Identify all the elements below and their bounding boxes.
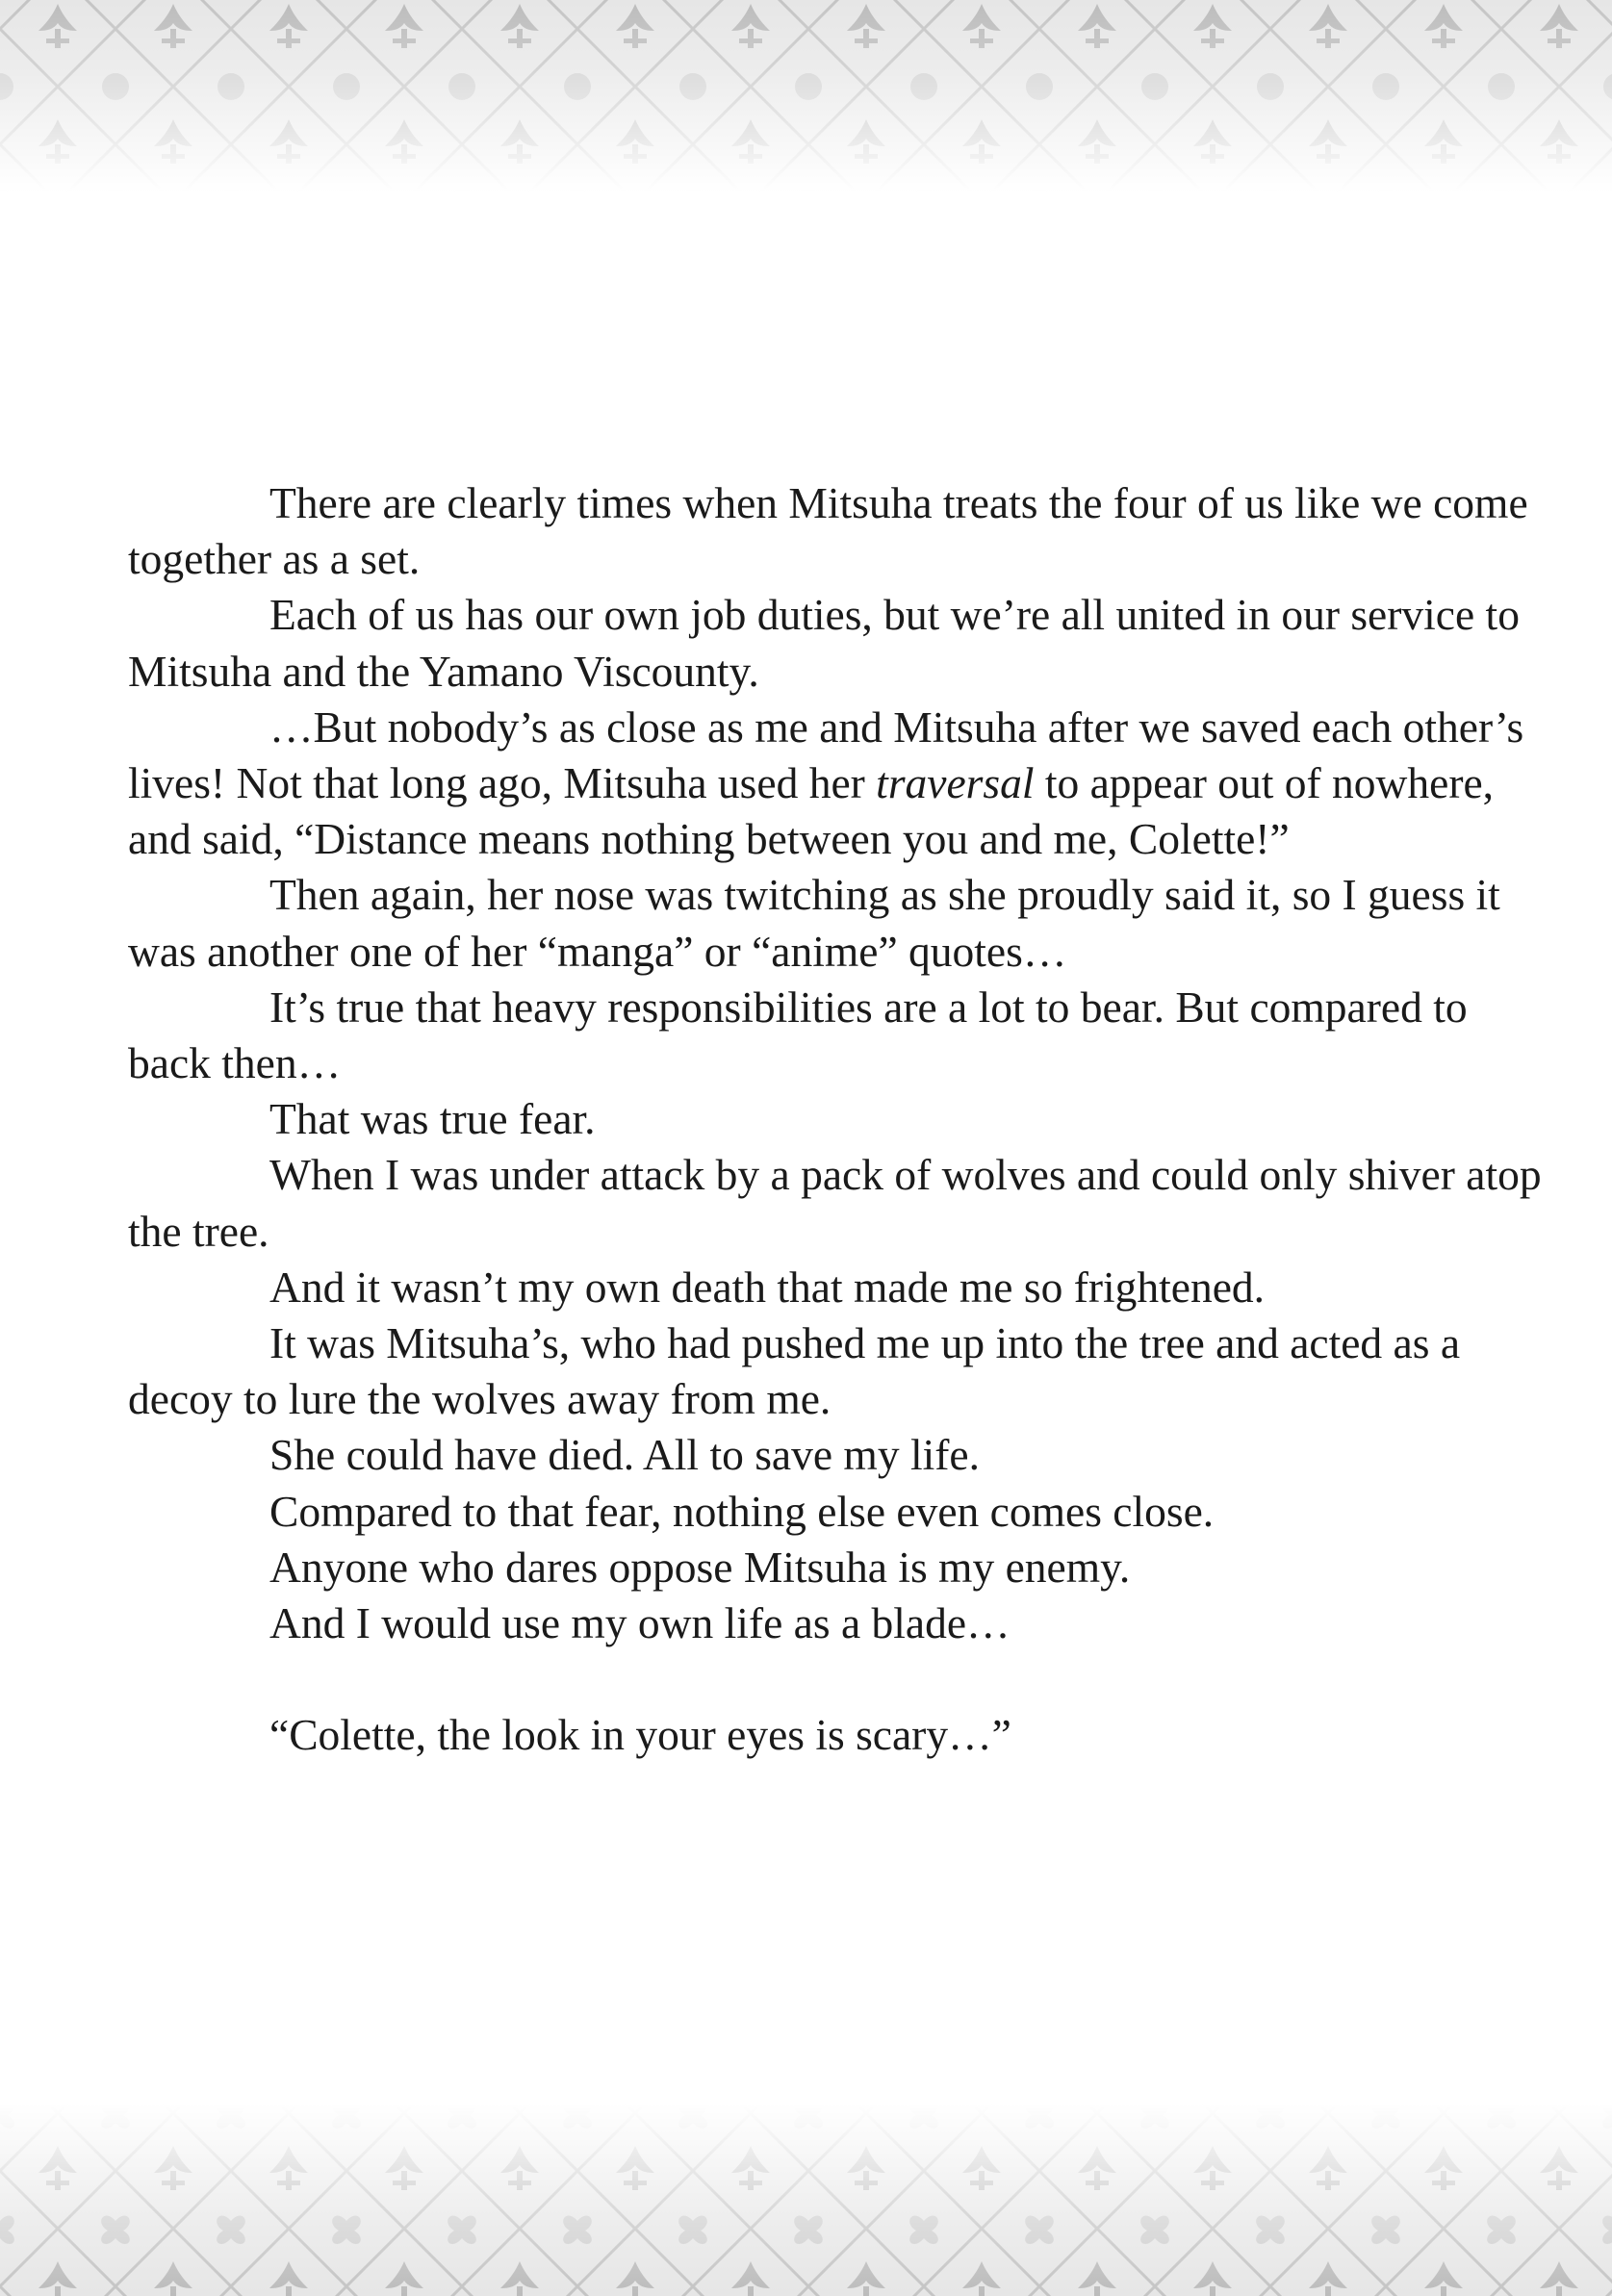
paragraph: Compared to that fear, nothing else even comes close. xyxy=(269,1486,1215,1536)
paragraph: Each of us has our own job duties, but we’re all united in our service to Mitsuha and the Yamano Viscounty. xyxy=(128,590,1520,696)
paragraph: She could have died. All to save my life. xyxy=(269,1430,980,1480)
paragraph: Anyone who dares oppose Mitsuha is my enemy. xyxy=(269,1542,1131,1592)
top-decorative-band xyxy=(0,0,1612,192)
paragraph: When I was under attack by a pack of wolves and could only shiver atop the tree. xyxy=(128,1150,1542,1256)
paragraph-text: …But nobody’s as close as me and Mitsuha after we saved each other’s lives! Not that long ago, Mitsuha used her xyxy=(128,702,1524,808)
dialogue-line: “Colette, the look in your eyes is scary…” xyxy=(269,1710,1011,1760)
paragraph-text: to appear out of nowhere, and said, “Distance means nothing between you and me, Colette!” xyxy=(128,758,1495,864)
paragraph: And it wasn’t my own death that made me so frightened. xyxy=(269,1262,1266,1312)
italic-term: traversal xyxy=(876,758,1035,808)
paragraph: There are clearly times when Mitsuha treats the four of us like we come together as a set. xyxy=(128,478,1528,584)
paragraph: Then again, her nose was twitching as she proudly said it, so I guess it was another one of her “manga” or “anime” quotes… xyxy=(128,870,1500,976)
page-body-text xyxy=(128,475,1552,1764)
paragraph: That was true fear. xyxy=(269,1094,596,1144)
paragraph: It’s true that heavy responsibilities are a lot to bear. But compared to back then… xyxy=(128,982,1468,1088)
paragraph: And I would use my own life as a blade… xyxy=(269,1598,1011,1648)
paragraph xyxy=(128,700,1552,868)
scene-break xyxy=(128,1651,1552,1707)
paragraph: It was Mitsuha’s, who had pushed me up into the tree and acted as a decoy to lure the wolves away from me. xyxy=(128,1318,1461,1424)
bottom-decorative-band xyxy=(0,2104,1612,2296)
